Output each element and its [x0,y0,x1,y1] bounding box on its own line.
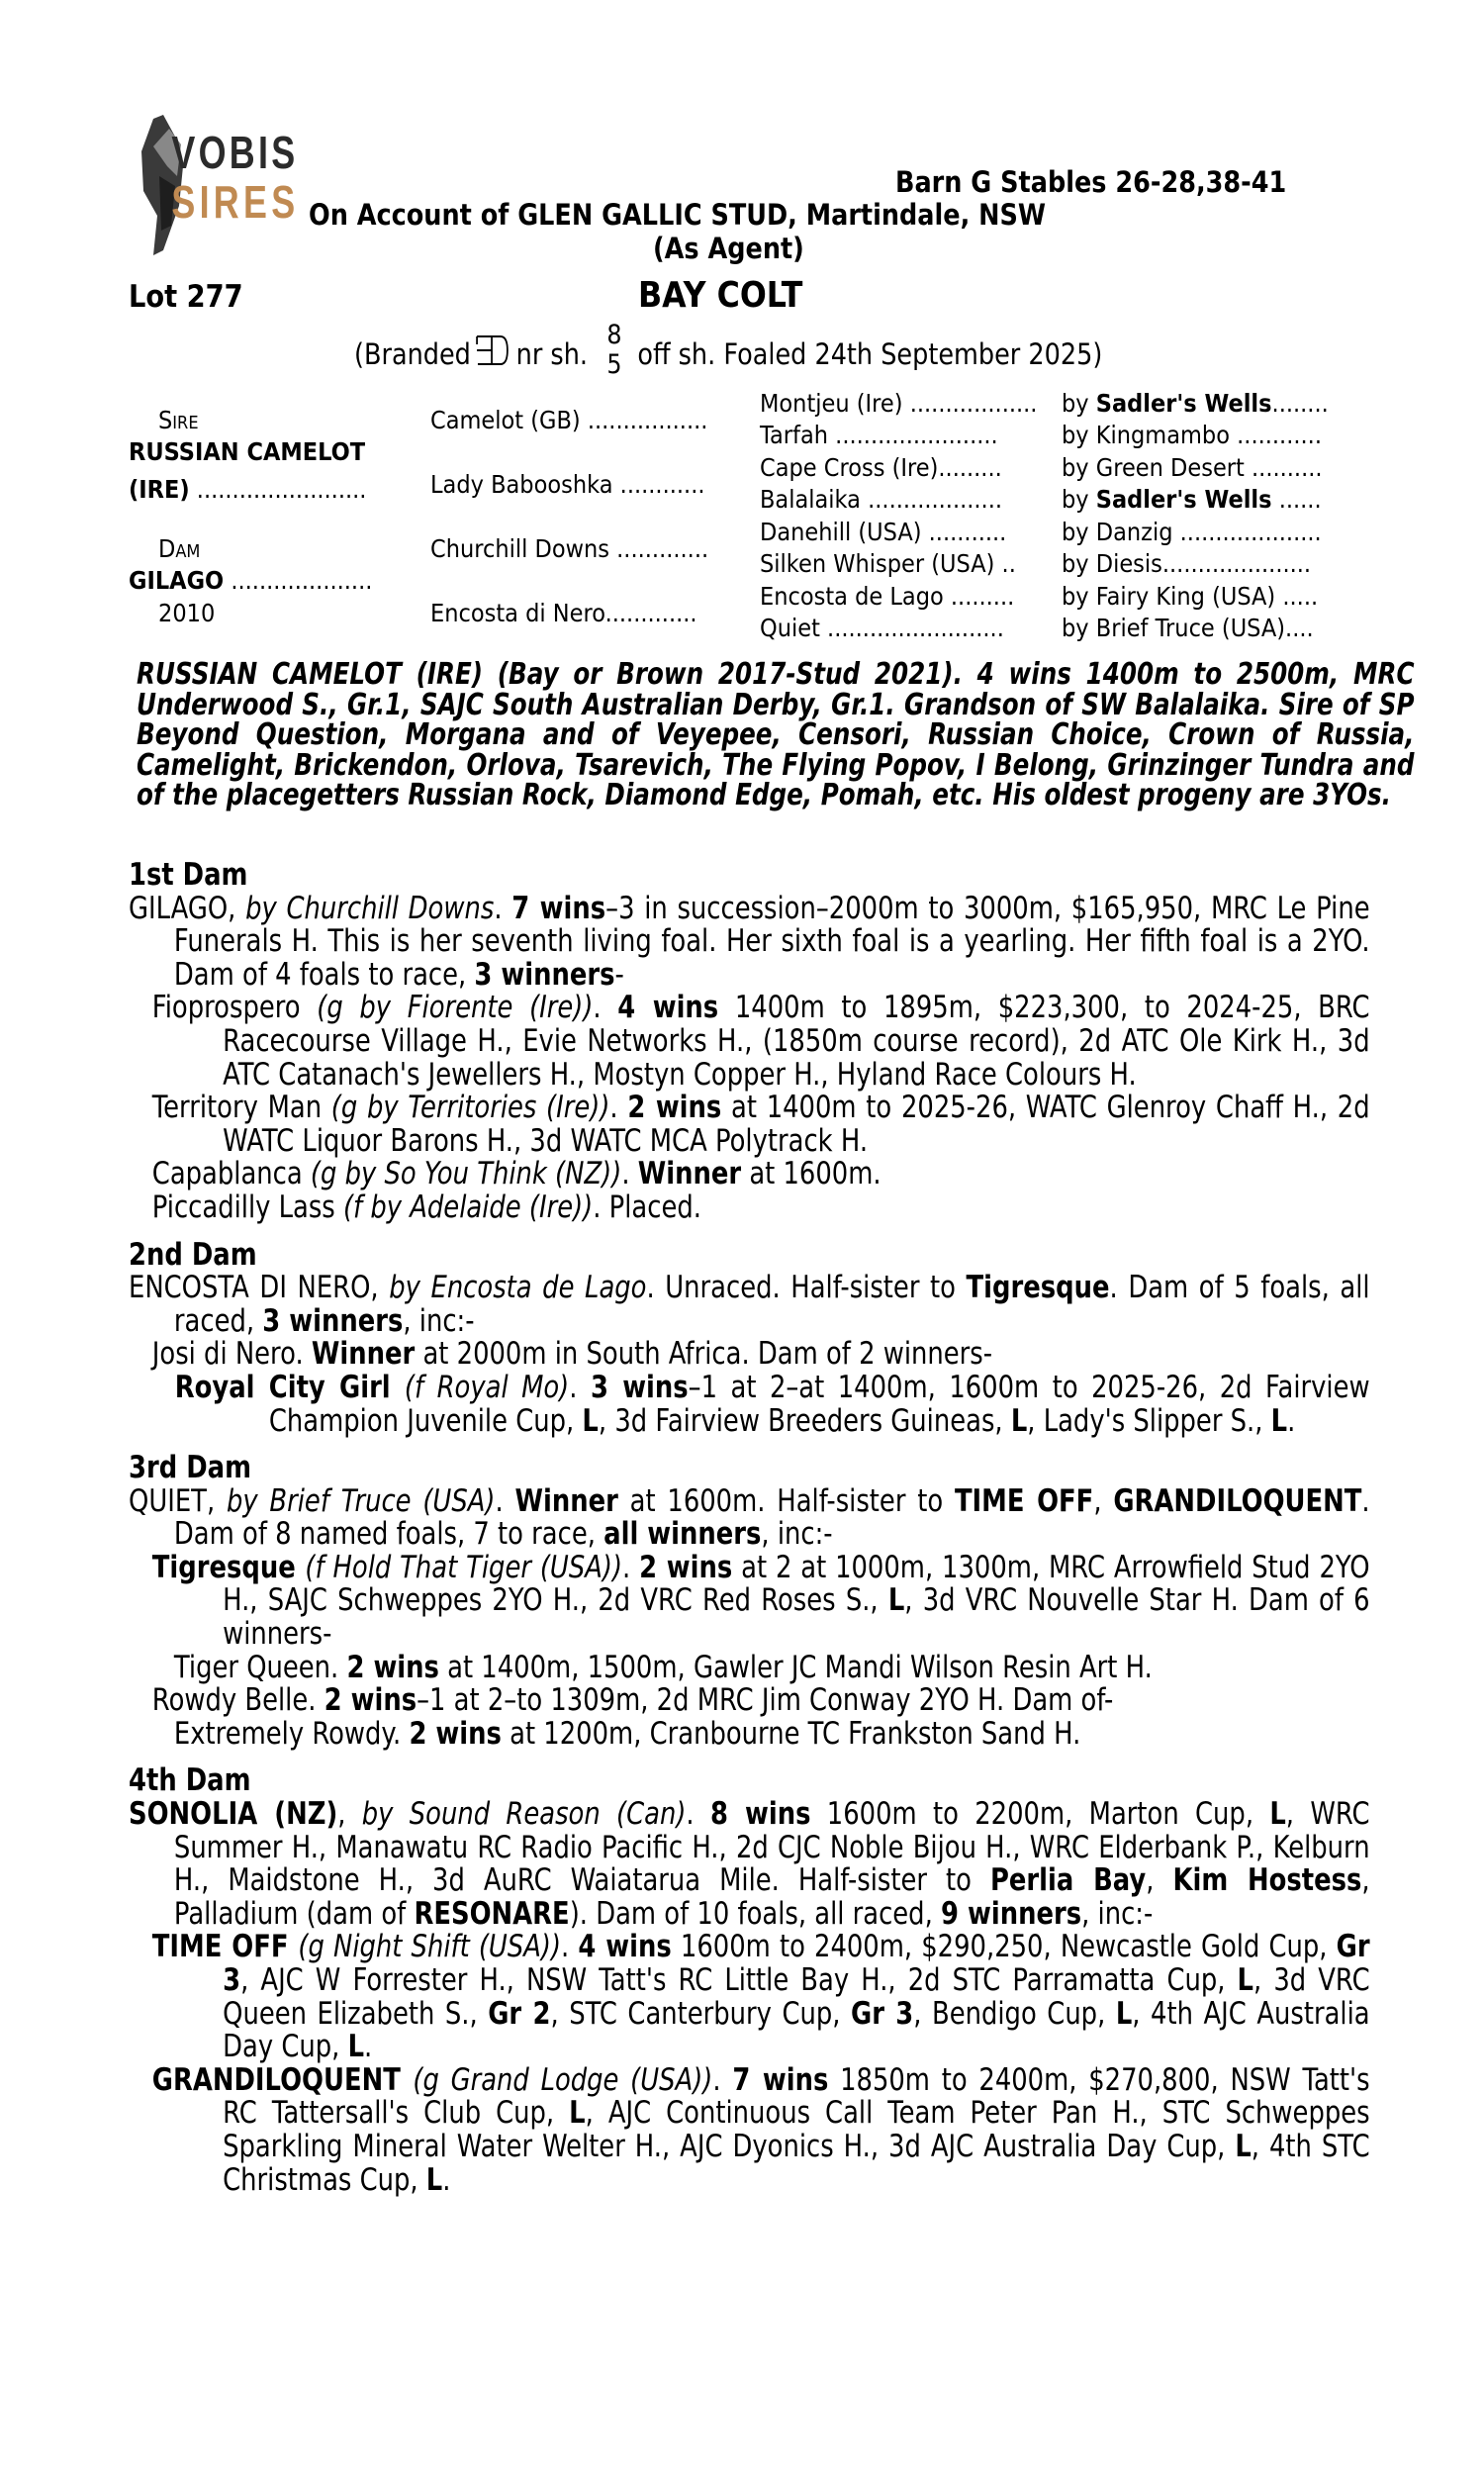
progeny-entry: ENCOSTA DI NERO, by Encosta de Lago. Unraced. Half-sister to Tigresque. Dam of 5 foals, all raced, 3 winners, inc:- [129,1270,1370,1339]
vobis-sires-logo [124,107,322,260]
pedigree-gen2: Camelot (GB) ................. [430,406,708,434]
dam-name: GILAGO .................... [129,566,373,595]
branded-prefix: (Branded [354,337,471,371]
pedigree-gen2: Encosta di Nero............. [430,599,697,627]
progeny-entry: QUIET, by Brief Truce (USA). Winner at 1600m. Half-sister to TIME OFF, GRANDILOQUENT. Dam of 8 named foals, 7 to race, all winners, inc:- [129,1482,1370,1553]
barn-stables: Barn G Stables 26-28,38-41 [895,165,1287,199]
progeny-entry: Rowdy Belle. 2 wins–1 at 2–to 1309m, 2d MRC Jim Conway 2YO H. Dam of- [151,1682,1114,1719]
branded-near: nr sh. [515,337,589,371]
dam-section [129,1452,1370,1751]
gen3-sire: by Danzig .................... [1062,518,1322,546]
progeny-entry: Tiger Queen. 2 wins at 1400m, 1500m, Gawler JC Mandi Wilson Resin Art H. [173,1649,1153,1685]
progeny-entry: Royal City Girl (f Royal Mo). 3 wins–1 at 2–at 1400m, 1600m to 2025-26, 2d Fairview Champion Juvenile Cup, L, 3d Fairview Breeders Guineas, L, Lady's Slipper S., L. [174,1369,1370,1439]
gen3-name: Encosta de Lago ......... [760,582,1015,611]
progeny-entry: GRANDILOQUENT (g Grand Lodge (USA)). 7 wins 1850m to 2400m, $270,800, NSW Tatt's RC Tattersall's Club Cup, L, AJC Continuous Call Team Peter Pan H., STC Schweppes Sparkling Mineral Water Welter H., AJC Dyonics H., 3d AJC Australia Day Cup, L, 4th STC Christmas Cup, L. [151,2061,1370,2198]
branded-suffix: off sh. Foaled 24th September 2025) [637,337,1103,371]
gen3-name: Quiet ......................... [760,614,1004,642]
progeny-entry: Territory Man (g by Territories (Ire)). 2 wins at 1400m to 2025-26, WATC Glenroy Chaff H., 2d WATC Liquor Barons H., 3d WATC MCA Polytrack H. [151,1090,1370,1159]
dam-heading: 3rd Dam [129,1450,251,1486]
gen3-name: Tarfah ....................... [760,421,998,449]
gen3-sire: by Sadler's Wells ...... [1062,485,1322,514]
dam-section [129,859,1370,1225]
horse-rider-logo-icon [124,107,322,260]
dam-heading: 4th Dam [129,1762,251,1799]
gen3-name: Balalaika ................... [760,485,1003,514]
gen3-name: Danehill (USA) ........... [760,518,1007,546]
dam-heading: 2nd Dam [129,1236,257,1273]
progeny-entry: Capablanca (g by So You Think (NZ)). Winner at 1600m. [151,1156,881,1192]
gen3-sire: by Sadler's Wells........ [1062,389,1329,418]
sire-name-suffix: (IRE) ........................ [129,475,367,504]
brand-bottom: 5 [606,349,622,380]
gen3-name: Silken Whisper (USA) .. [760,549,1016,578]
as-agent: (As Agent) [653,232,804,265]
dam-section [129,1236,1370,1439]
gen3-sire: by Green Desert .......... [1062,453,1323,482]
progeny-entry: Fioprospero (g by Fiorente (Ire)). 4 wins 1400m to 1895m, $223,300, to 2024-25, BRC Racecourse Village H., Evie Networks H., (1850m course record), 2d ATC Ole Kirk H., 3d ATC Catanach's Jewellers H., Mostyn Copper H., Hyland Race Colours H. [151,990,1370,1093]
gen3-name: Montjeu (Ire) .................. [760,389,1038,418]
brand-mark-icon [474,334,510,368]
pedigree-gen2: Lady Babooshka ............ [430,470,705,499]
svg-text:VOBIS: VOBIS [171,127,296,179]
lot-title: BAY COLT [638,275,803,316]
progeny-entry: Tigresque (f Hold That Tiger (USA)). 2 wins at 2 at 1000m, 1300m, MRC Arrowfield Stud 2YO H., SAJC Schweppes 2YO H., 2d VRC Red Roses S., L, 3d VRC Nouvelle Star H. Dam of 6 winners- [151,1549,1370,1653]
gen3-sire: by Fairy King (USA) ..... [1062,582,1319,611]
progeny-entry: Josi di Nero. Winner at 2000m in South Africa. Dam of 2 winners- [151,1336,993,1373]
progeny-entry: Piccadilly Lass (f by Adelaide (Ire)). Placed. [151,1189,701,1225]
family-section [129,859,1370,2197]
progeny-entry: GILAGO, by Churchill Downs. 7 wins–3 in succession–2000m to 3000m, $165,950, MRC Le Pine Funerals H. This is her seventh living foal. Her sixth foal is a yearling. Her fifth foal is a 2YO. Dam of 4 foals to race, 3 winners- [129,890,1370,993]
lot-number: Lot 277 [129,279,243,315]
progeny-entry: TIME OFF (g Night Shift (USA)). 4 wins 1600m to 2400m, $290,250, Newcastle Gold Cup, Gr 3, AJC W Forrester H., NSW Tatt's RC Little Bay H., 2d STC Parramatta Cup, L, 3d VRC Queen Elizabeth S., Gr 2, STC Canterbury Cup, Gr 3, Bendigo Cup, L, 4th AJC Australia Day Cup, L. [151,1929,1370,2065]
svg-text:SIRES: SIRES [171,176,296,229]
pedigree-gen2: Churchill Downs ............. [430,534,709,563]
vendor-account: On Account of GLEN GALLIC STUD, Martindale, NSW [309,198,1047,232]
sire-label: Sire [158,406,199,434]
sire-summary: RUSSIAN CAMELOT (IRE) (Bay or Brown 2017-Stud 2021). 4 wins 1400m to 2500m, MRC Underwood S., Gr.1, SAJC South Australian Derby, Gr.1. Grandson of SW Balalaika. Sire of SP Beyond Question, Morgana and of Veyepee, Censori, Russian Choice, Crown of Russia, Camelight, Brickendon, Orlova, Tsarevich, The Flying Popov, I Belong, Grinzinger Tundra and of the placegetters Russian Rock, Diamond Edge, Pomah, etc. His oldest progeny are 3YOs. [137,657,1415,812]
brand-numbers [606,321,621,380]
sire-name: RUSSIAN CAMELOT [129,437,366,466]
dam-section [129,1764,1370,2197]
brand-top: 8 [606,320,622,350]
progeny-entry: Extremely Rowdy. 2 wins at 1200m, Cranbourne TC Frankston Sand H. [173,1715,1081,1752]
gen3-sire: by Kingmambo ............ [1062,421,1322,449]
dam-heading: 1st Dam [129,857,248,893]
gen3-sire: by Diesis..................... [1062,549,1312,578]
branding-line [354,320,1103,386]
gen3-name: Cape Cross (Ire)......... [760,453,1002,482]
dam-label: Dam [158,534,201,563]
dam-year: 2010 [158,599,216,627]
progeny-entry: SONOLIA (NZ), by Sound Reason (Can). 8 wins 1600m to 2200m, Marton Cup, L, WRC Summer H., Manawatu RC Radio Pacific H., 2d CJC Noble Bijou H., WRC Elderbank P., Kelburn H., Maidstone H., 3d AuRC Waiatarua Mile. Half-sister to Perlia Bay, Kim Hostess, Palladium (dam of RESONARE). Dam of 10 foals, all raced, 9 winners, inc:- [129,1796,1370,1932]
gen3-sire: by Brief Truce (USA).... [1062,614,1314,642]
